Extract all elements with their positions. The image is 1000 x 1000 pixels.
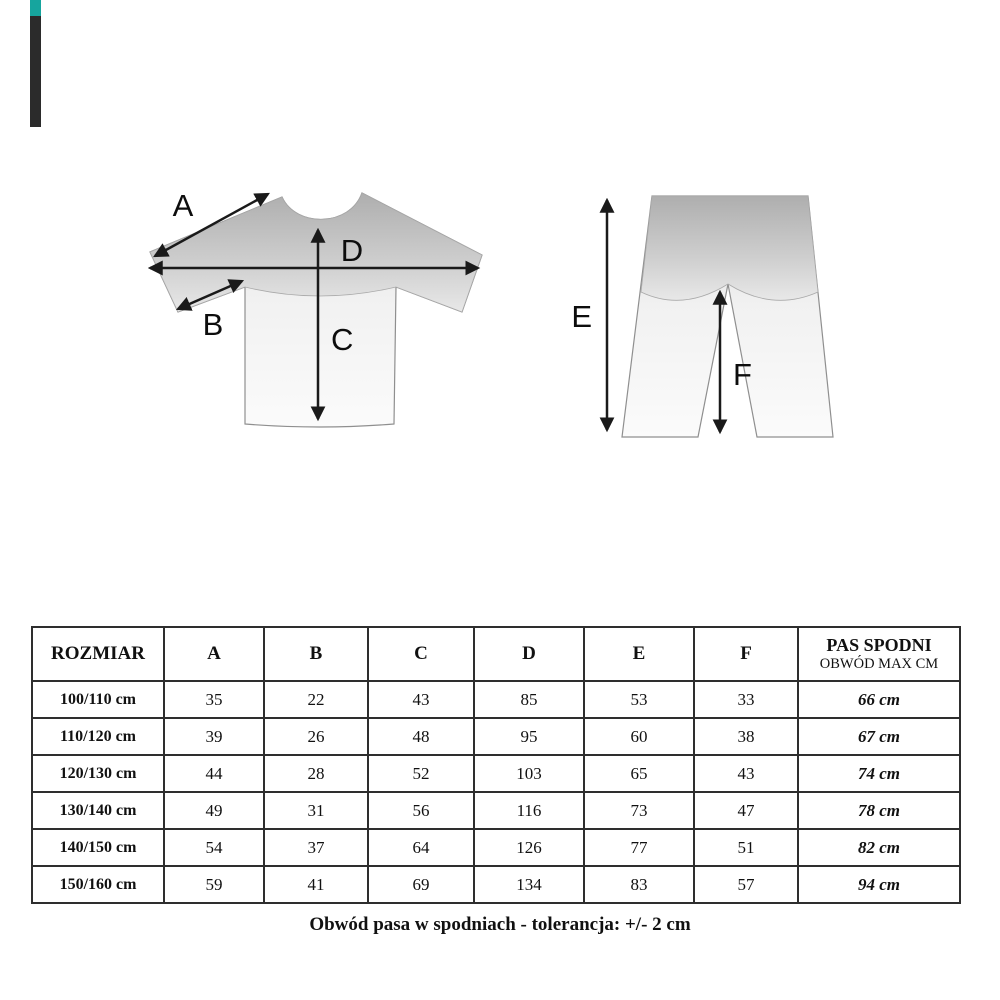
value-pas: 74 cm bbox=[798, 755, 960, 792]
label-d: D bbox=[340, 233, 364, 268]
size-cell: 130/140 cm bbox=[32, 792, 164, 829]
label-c: C bbox=[331, 322, 354, 357]
size-table-wrap bbox=[31, 626, 959, 904]
col-header-rozmiar: ROZMIAR bbox=[32, 627, 164, 681]
value-f: 38 bbox=[694, 718, 798, 755]
pants-diagram bbox=[571, 196, 833, 437]
value-e: 60 bbox=[584, 718, 694, 755]
value-f: 33 bbox=[694, 681, 798, 718]
value-c: 64 bbox=[368, 829, 474, 866]
table-row bbox=[32, 829, 960, 866]
col-header-pas bbox=[798, 627, 960, 681]
value-b: 37 bbox=[264, 829, 368, 866]
size-cell: 100/110 cm bbox=[32, 681, 164, 718]
table-row bbox=[32, 792, 960, 829]
value-a: 59 bbox=[164, 866, 264, 903]
value-c: 43 bbox=[368, 681, 474, 718]
table-row bbox=[32, 866, 960, 903]
value-f: 43 bbox=[694, 755, 798, 792]
value-b: 22 bbox=[264, 681, 368, 718]
label-b: B bbox=[202, 307, 224, 342]
col-header-e: E bbox=[584, 627, 694, 681]
value-f: 51 bbox=[694, 829, 798, 866]
pas-header-line1: PAS SPODNI bbox=[826, 635, 932, 656]
value-d: 85 bbox=[474, 681, 584, 718]
value-d: 126 bbox=[474, 829, 584, 866]
value-e: 65 bbox=[584, 755, 694, 792]
value-pas: 78 cm bbox=[798, 792, 960, 829]
col-header-b: B bbox=[264, 627, 368, 681]
shirt-yoke-shape bbox=[150, 193, 482, 312]
table-row bbox=[32, 681, 960, 718]
value-e: 77 bbox=[584, 829, 694, 866]
value-pas: 94 cm bbox=[798, 866, 960, 903]
pas-header-line2: OBWÓD MAX CM bbox=[819, 656, 939, 672]
value-b: 31 bbox=[264, 792, 368, 829]
value-pas: 82 cm bbox=[798, 829, 960, 866]
value-a: 54 bbox=[164, 829, 264, 866]
value-pas: 66 cm bbox=[798, 681, 960, 718]
col-header-d: D bbox=[474, 627, 584, 681]
value-a: 49 bbox=[164, 792, 264, 829]
shirt-diagram bbox=[150, 188, 482, 427]
value-d: 103 bbox=[474, 755, 584, 792]
table-row bbox=[32, 755, 960, 792]
size-cell: 120/130 cm bbox=[32, 755, 164, 792]
value-b: 26 bbox=[264, 718, 368, 755]
value-a: 35 bbox=[164, 681, 264, 718]
value-e: 53 bbox=[584, 681, 694, 718]
label-a: A bbox=[172, 188, 194, 223]
value-e: 83 bbox=[584, 866, 694, 903]
size-cell: 110/120 cm bbox=[32, 718, 164, 755]
value-a: 44 bbox=[164, 755, 264, 792]
header-row bbox=[32, 627, 960, 681]
col-header-c: C bbox=[368, 627, 474, 681]
value-c: 69 bbox=[368, 866, 474, 903]
value-d: 95 bbox=[474, 718, 584, 755]
value-c: 56 bbox=[368, 792, 474, 829]
col-header-f: F bbox=[694, 627, 798, 681]
label-e: E bbox=[571, 299, 592, 334]
col-header-a: A bbox=[164, 627, 264, 681]
label-f: F bbox=[733, 357, 752, 392]
value-a: 39 bbox=[164, 718, 264, 755]
size-cell: 140/150 cm bbox=[32, 829, 164, 866]
value-pas: 67 cm bbox=[798, 718, 960, 755]
value-d: 134 bbox=[474, 866, 584, 903]
value-c: 48 bbox=[368, 718, 474, 755]
pants-yoke-shape bbox=[641, 196, 818, 300]
value-f: 57 bbox=[694, 866, 798, 903]
value-e: 73 bbox=[584, 792, 694, 829]
table-row bbox=[32, 718, 960, 755]
value-b: 41 bbox=[264, 866, 368, 903]
value-b: 28 bbox=[264, 755, 368, 792]
value-c: 52 bbox=[368, 755, 474, 792]
size-table bbox=[31, 626, 961, 904]
value-d: 116 bbox=[474, 792, 584, 829]
tolerance-note: Obwód pasa w spodniach - tolerancja: +/- 2 cm bbox=[309, 914, 691, 935]
size-cell: 150/160 cm bbox=[32, 866, 164, 903]
value-f: 47 bbox=[694, 792, 798, 829]
